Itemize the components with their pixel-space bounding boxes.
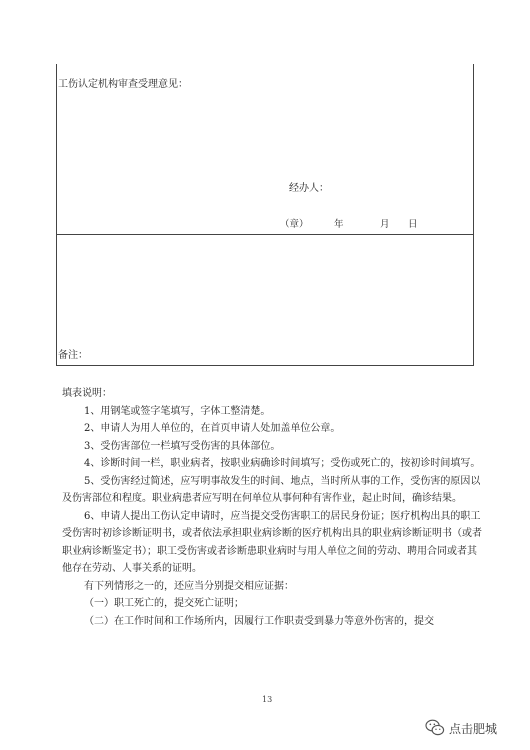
month-label: 月: [380, 219, 390, 230]
instruction-item: 1、用钢笔或签字笔填写，字体工整清楚。: [84, 405, 271, 417]
instruction-subitem: （一）职工死亡的，提交死亡证明；: [84, 598, 244, 609]
instruction-subitem: （二）在工作时间和工作场所内，因履行工作职责受到暴力等意外伤害的，提交: [84, 615, 434, 627]
instructions-title: 填表说明：: [62, 388, 112, 399]
instruction-item: 有下列情形之一的，还应当分别提交相应证据：: [84, 580, 294, 592]
filling-instructions: [62, 385, 482, 630]
seal-date-row: [280, 219, 418, 231]
year-label: 年: [334, 219, 344, 230]
table-right-border: [473, 64, 474, 366]
instruction-item: 2、申请人为用人单位的，在首页申请人处加盖单位公章。: [84, 423, 341, 434]
table-divider: [56, 234, 474, 235]
instruction-item: 6、申请人提出工伤认定申请时，应当提交受伤害职工的居民身份证；医疗机构出具的职工受伤害时初诊诊断证明书，或者依法承担职业病诊断的医疗机构出具的职业病诊断证明书（或者职业病诊断鉴定书）；职工受伤害或者诊断患职业病时与用人单位之间的劳动、聘用合同或者其他存在劳动、人事关系的证明。: [62, 510, 482, 574]
day-label: 日: [408, 219, 418, 230]
instruction-item: 5、受伤害经过简述，应写明事故发生的时间、地点，当时所从事的工作，受伤害的原因以及伤害部位和程度。职业病患者应写明在何单位从事何种有害作业，起止时间，确诊结果。: [62, 475, 481, 504]
table-left-border: [56, 64, 57, 366]
watermark-text: 点击肥城: [449, 721, 498, 736]
seal-label: （章）: [280, 219, 309, 230]
instruction-item: 3、受伤害部位一栏填写受伤害的具体部位。: [84, 440, 281, 452]
watermark: [425, 719, 497, 737]
remarks-label: 备注：: [58, 350, 88, 361]
wechat-icon: [425, 719, 445, 737]
table-bottom-border: [56, 365, 474, 366]
review-opinion-label: 工伤认定机构审查受理意见：: [58, 79, 188, 90]
review-form-table: [56, 64, 474, 366]
page-number: 13: [262, 695, 273, 704]
instruction-item: 4、诊断时间一栏，职业病者，按职业病确诊时间填写；受伤或死亡的，按初诊时间填写。: [84, 458, 481, 469]
handler-label: 经办人：: [289, 183, 329, 194]
